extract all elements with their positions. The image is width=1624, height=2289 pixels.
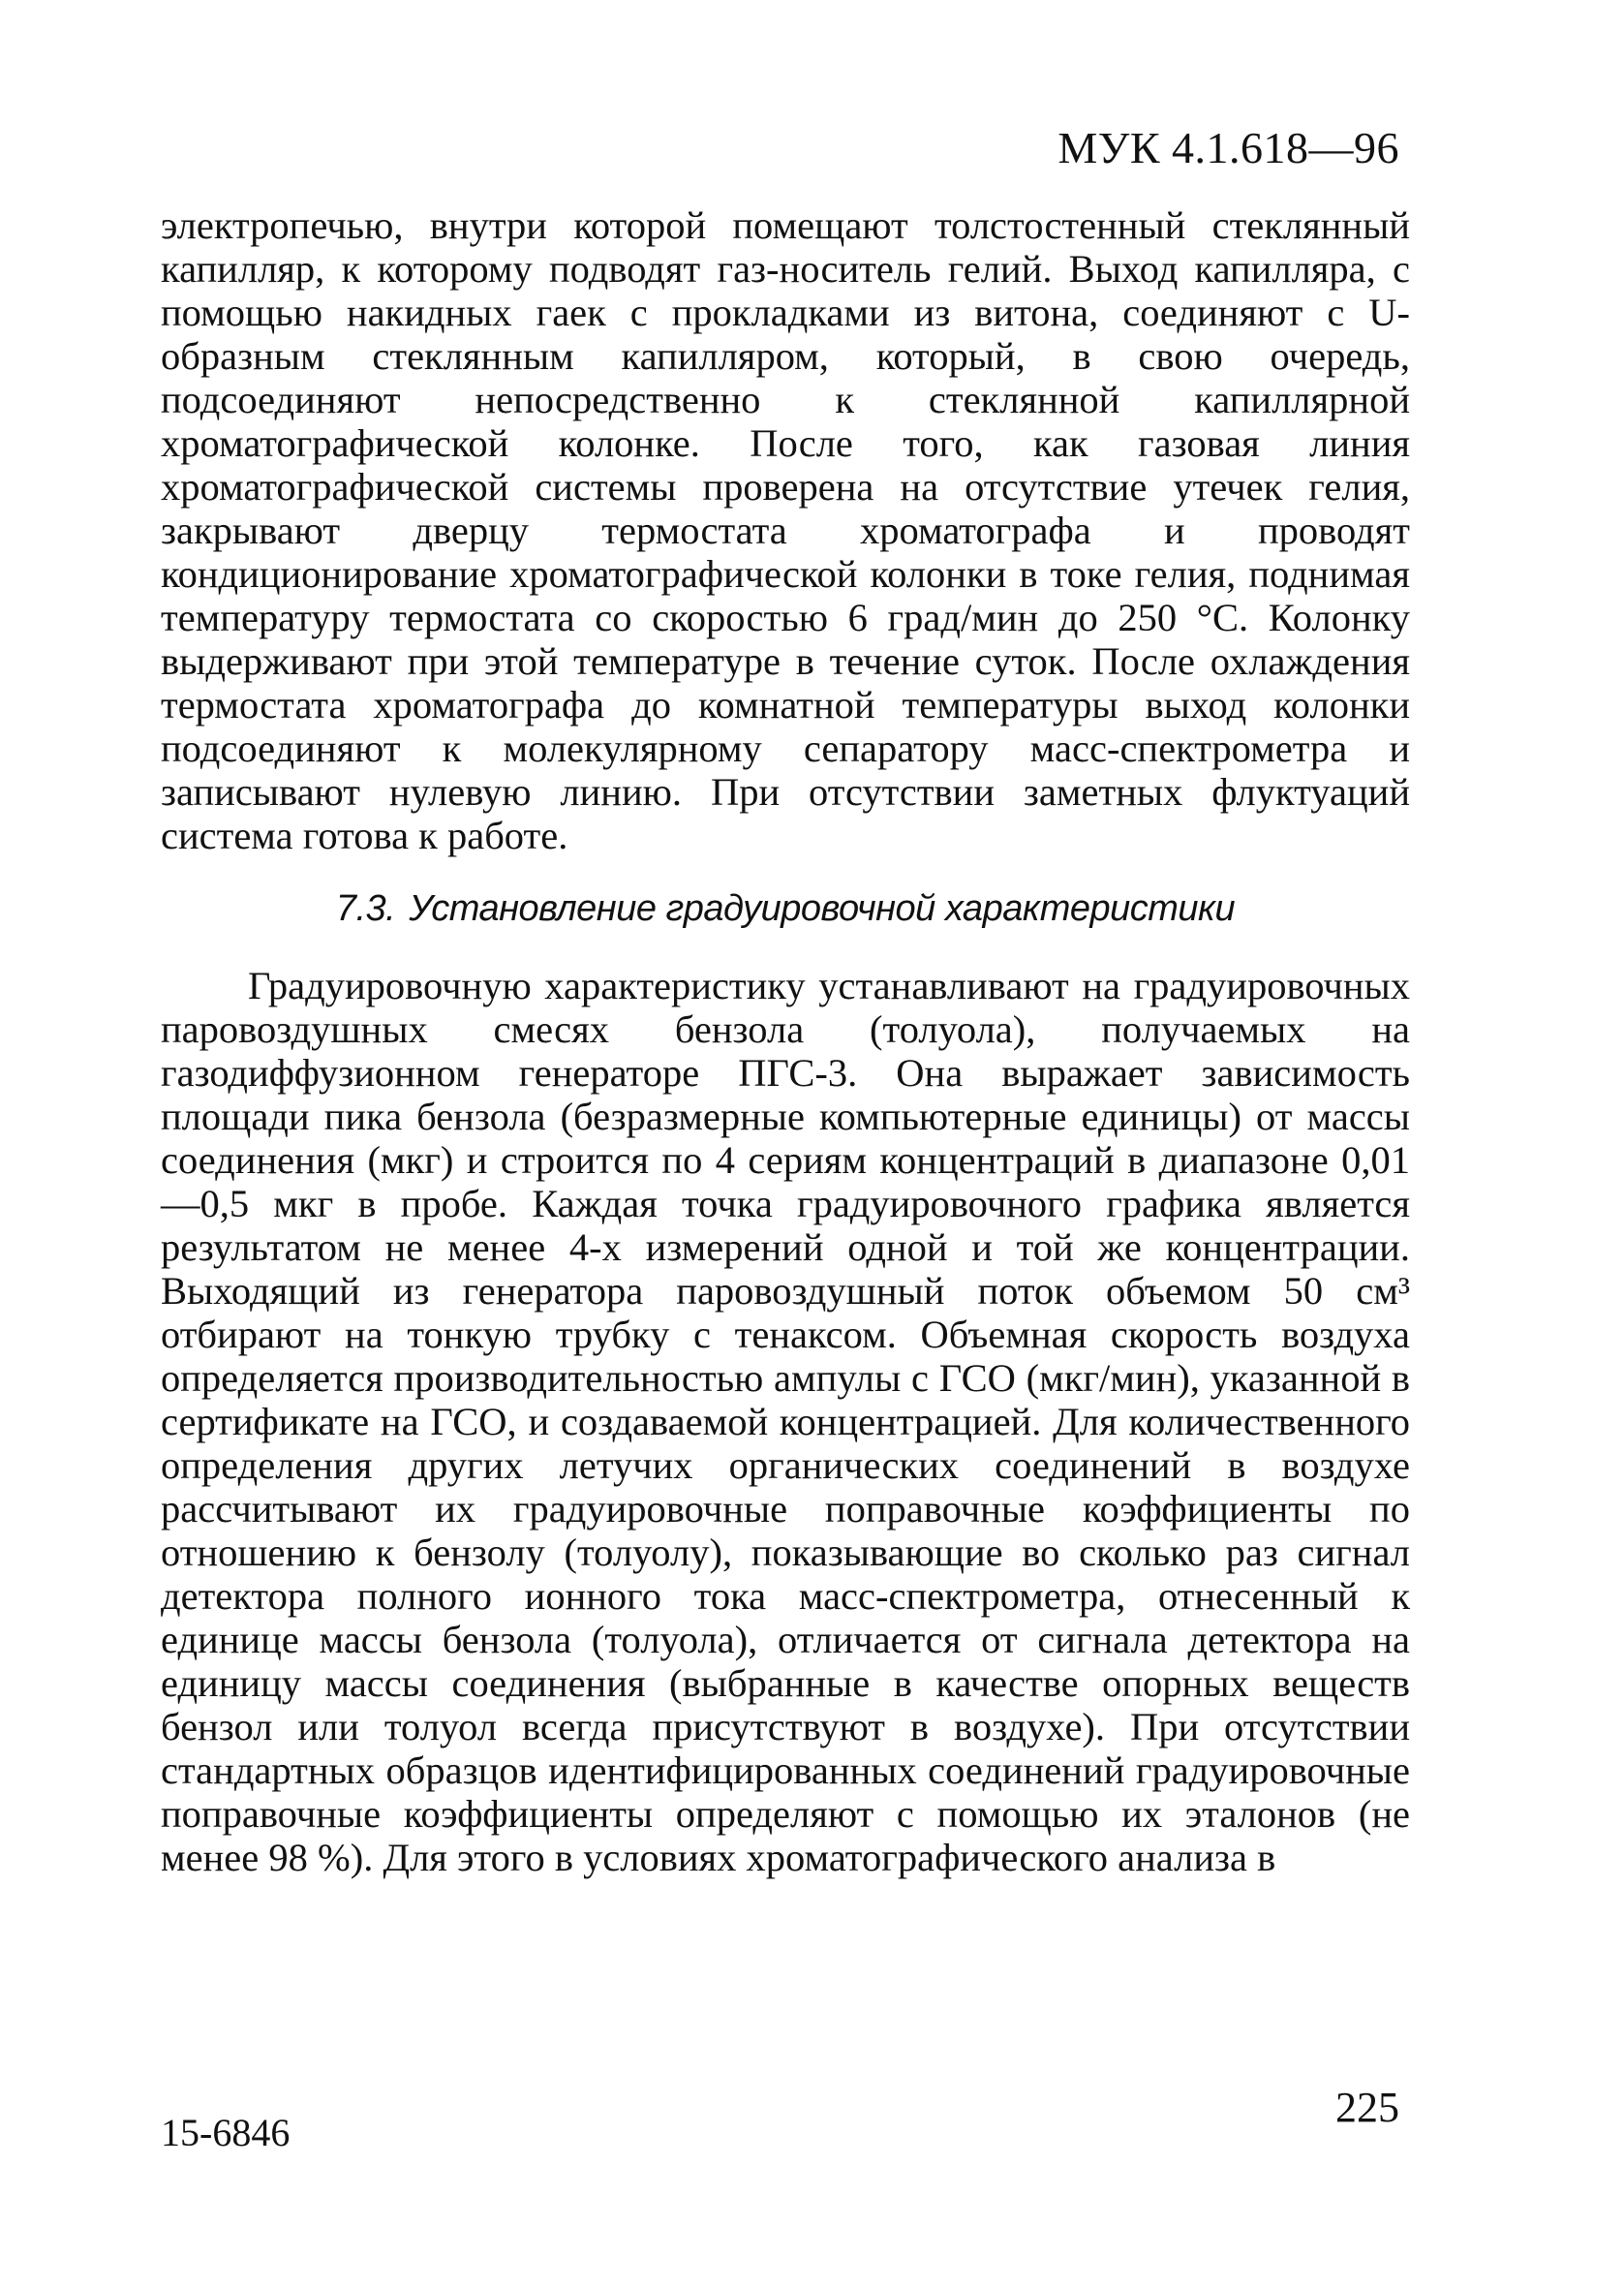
section-heading (161, 886, 1410, 931)
page-content (161, 203, 1410, 1879)
section-number: 7.3. (335, 888, 396, 929)
page-number: 225 (1335, 2084, 1399, 2131)
paragraph-calibration: Градуировочную характеристику устанавливают на градуировочных паровоздушных смесях бензола (толуола), получаемых на газодиффузионном генераторе ПГС-3. Она выражает зависимость площади пика бензола (безразмерные компьютерные единицы) от массы соединения (мкг) и строится по 4 сериям концентраций в диапазоне 0,01—0,5 мкг в пробе. Каждая точка градуировочного графика является результатом не менее 4-х измерений одной и той же концентрации. Выходящий из генератора паровоздушный поток объемом 50 см³ отбирают на тонкую трубку с тенаксом. Объемная скорость воздуха определяется производительностью ампулы с ГСО (мкг/мин), указанной в сертификате на ГСО, и создаваемой концентрацией. Для количественного определения других летучих органических соединений в воздухе рассчитывают их градуировочные поправочные коэффициенты по отношению к бензолу (толуолу), показывающие во сколько раз сигнал детектора полного ионного тока масс-спектрометра, отнесенный к единице массы бензола (толуола), отличается от сигнала детектора на единицу массы соединения (выбранные в качестве опорных веществ бензол или толуол всегда присутствуют в воздухе). При отсутствии стандартных образцов идентифицированных соединений градуировочные поправочные коэффициенты определяют с помощью их эталонов (не менее 98 %). Для этого в условиях хроматографического анализа в (161, 964, 1410, 1879)
paragraph-continuation: электропечью, внутри которой помещают толстостенный стеклянный капилляр, к которому подводят газ-носитель гелий. Выход капилляра, с помощью накидных гаек с прокладками из витона, соединяют с U-образным стеклянным капилляром, который, в свою очередь, подсоединяют непосредственно к стеклянной капиллярной хроматографической колонке. После того, как газовая линия хроматографической системы проверена на отсутствие утечек гелия, закрывают дверцу термостата хроматографа и проводят кондиционирование хроматографической колонки в токе гелия, поднимая температуру термостата со скоростью 6 град/мин до 250 °С. Колонку выдерживают при этой температуре в течение суток. После охлаждения термостата хроматографа до комнатной температуры выход колонки подсоединяют к молекулярному сепаратору масс-спектрометра и записывают нулевую линию. При отсутствии заметных флуктуаций система готова к работе. (161, 203, 1410, 857)
section-title: Установление градуировочной характеристики (409, 888, 1236, 929)
document-code-header: МУК 4.1.618—96 (1057, 123, 1399, 172)
print-code-footer: 15-6846 (161, 2111, 291, 2154)
